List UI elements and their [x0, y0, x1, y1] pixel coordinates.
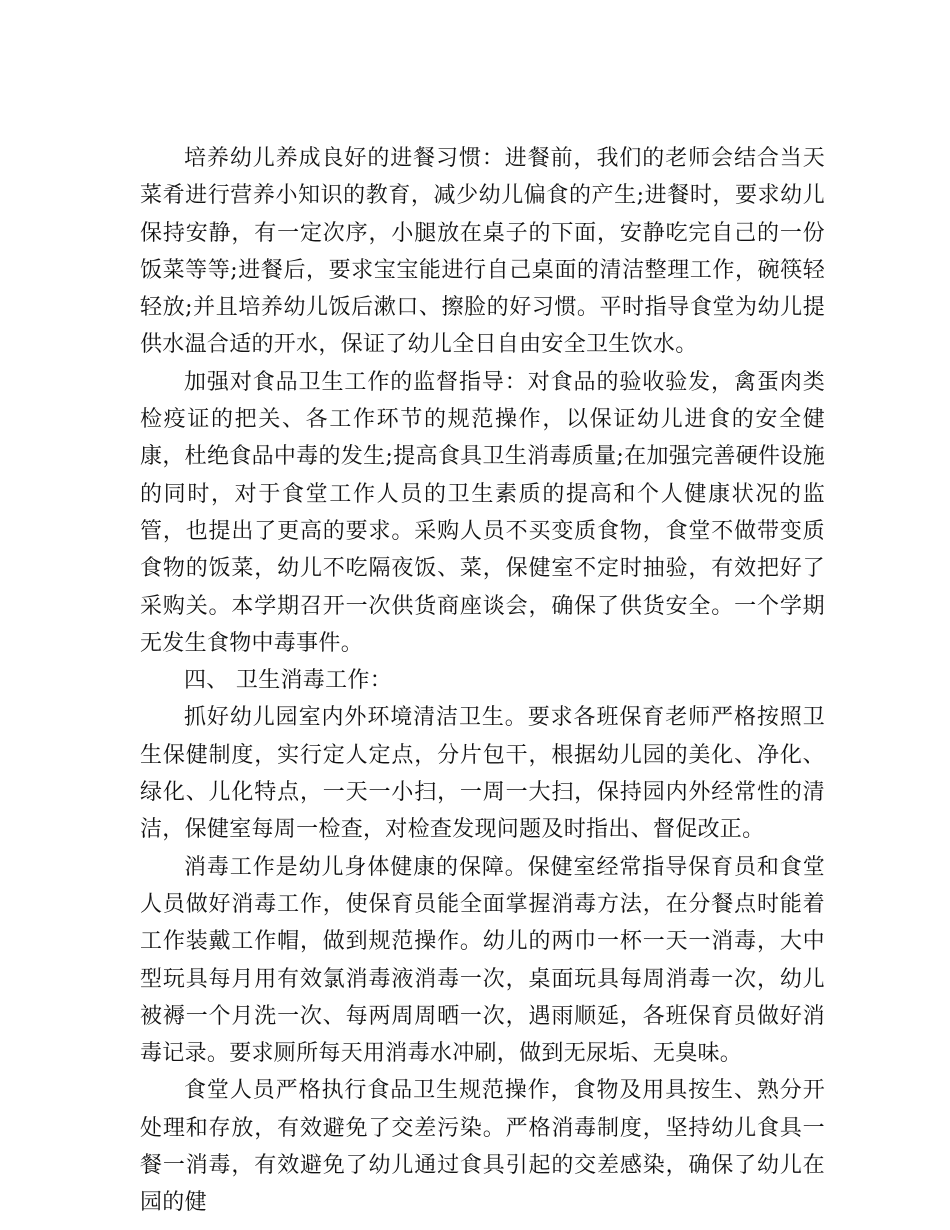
paragraph-disinfection-work: 消毒工作是幼儿身体健康的保障。保健室经常指导保育员和食堂人员做好消毒工作，使保育员能全面掌握消毒方法，在分餐点时能着工作装戴工作帽，做到规范操作。幼儿的两巾一杯一天一消毒，大中型玩具每月用有效氯消毒液消毒一次，桌面玩具每周消毒一次，幼儿被褥一个月洗一次、每两周周晒一次，遇雨顺延，各班保育员做好消毒记录。要求厕所每天用消毒水冲刷，做到无尿垢、无臭味。: [140, 854, 825, 1067]
section-heading-disinfection: 四、 卫生消毒工作：: [184, 668, 392, 694]
paragraph-canteen-operations: 食堂人员严格执行食品卫生规范操作，食物及用具按生、熟分开处理和存放，有效避免了交差污染。严格消毒制度，坚持幼儿食具一餐一消毒，有效避免了幼儿通过食具引起的交差感染，确保了幼儿在园的健: [140, 1078, 825, 1216]
paragraph-environment-cleaning: 抓好幼儿园室内外环境清洁卫生。要求各班保育老师严格按照卫生保健制度，实行定人定点，分片包干，根据幼儿园的美化、净化、绿化、儿化特点，一天一小扫，一周一大扫，保持园内外经常性的清洁，保健室每周一检查，对检查发现问题及时指出、督促改正。: [140, 705, 825, 843]
paragraph-meal-habits: 培养幼儿养成良好的进餐习惯：进餐前，我们的老师会结合当天菜肴进行营养小知识的教育，减少幼儿偏食的产生;进餐时，要求幼儿保持安静，有一定次序，小腿放在桌子的下面，安静吃完自己的一份饭菜等等;进餐后，要求宝宝能进行自己桌面的清洁整理工作，碗筷轻轻放;并且培养幼儿饭后漱口、擦脸的好习惯。平时指导食堂为幼儿提供水温合适的开水，保证了幼儿全日自由安全卫生饮水。: [140, 146, 825, 358]
paragraph-food-hygiene-supervision: 加强对食品卫生工作的监督指导：对食品的验收验发，禽蛋肉类检疫证的把关、各工作环节的规范操作，以保证幼儿进食的安全健康，杜绝食品中毒的发生;提高食具卫生消毒质量;在加强完善硬件设施的同时，对于食堂工作人员的卫生素质的提高和个人健康状况的监管，也提出了更高的要求。采购人员不买变质食物，食堂不做带变质食物的饭菜，幼儿不吃隔夜饭、菜，保健室不定时抽验，有效把好了采购关。本学期召开一次供货商座谈会，确保了供货安全。一个学期无发生食物中毒事件。: [140, 369, 825, 656]
document-body: [140, 140, 825, 1222]
